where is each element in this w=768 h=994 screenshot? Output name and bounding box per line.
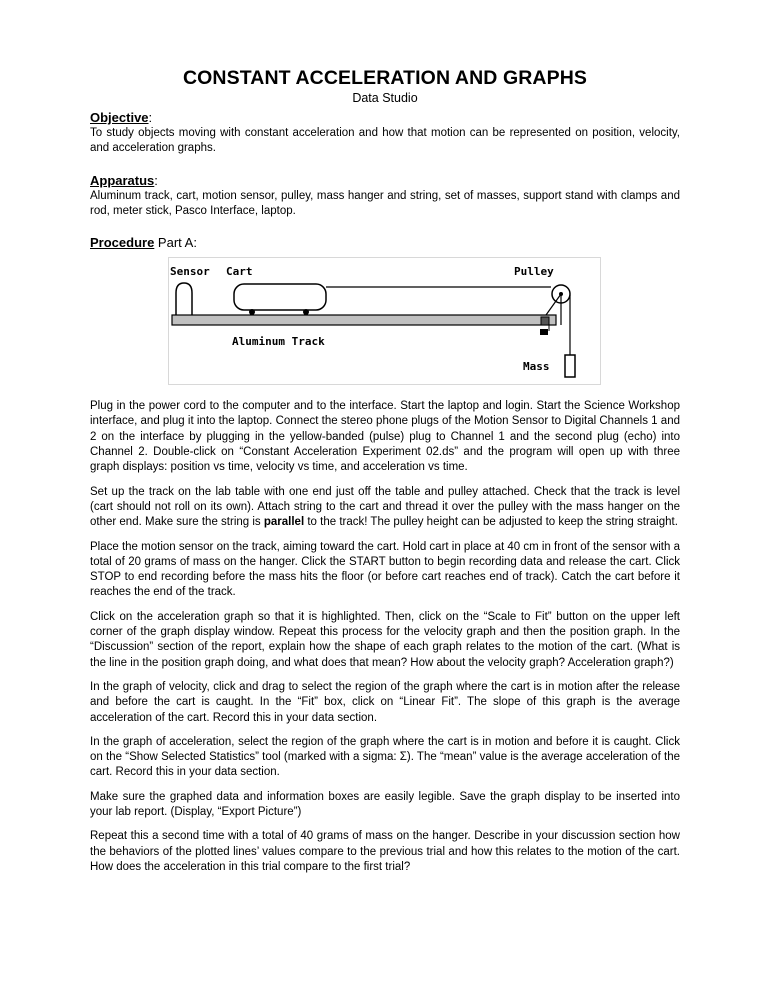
document-subtitle: Data Studio — [352, 91, 418, 105]
mass-label: Mass — [523, 360, 550, 374]
document-page — [90, 66, 680, 884]
apparatus-diagram — [90, 257, 680, 385]
procedure-heading: Procedure Part A: — [90, 235, 197, 251]
track-diagram-svg — [168, 257, 602, 385]
cart-label: Cart — [226, 265, 253, 279]
apparatus-text: Aluminum track, cart, motion sensor, pulley, mass hanger and string, set of masses, support stand with clamps and rod, meter stick, Pasco Interface, laptop. — [90, 189, 680, 217]
document-title: CONSTANT ACCELERATION AND GRAPHS — [182, 67, 588, 89]
procedure-paragraph-8: Repeat this a second time with a total of 40 grams of mass on the hanger. Describe in your discussion section how the behaviors of the plotted lines’ values compare to the previous trial and how this relates to the motion of the cart. How does the acceleration in this trial compare to the first trial? — [90, 830, 680, 873]
objective-text: To study objects moving with constant acceleration and how that motion can be represented on position, velocity, and acceleration graphs. — [90, 127, 680, 155]
procedure-paragraph-4: Click on the acceleration graph so that it is highlighted. Then, click on the “Scale to Fit” button on the upper left corner of the graph display window. Repeat this process for the velocity graph and then the position graph. In the “Discussion” section of the report, explain how the shape of each graph relates to the motion of the cart. (What is the line in the position graph doing, and what does that mean? How about the velocity graph? Acceleration graph?) — [90, 610, 680, 669]
procedure-paragraph-3: Place the motion sensor on the track, aiming toward the cart. Hold cart in place at 40 cm in front of the sensor with a total of 20 grams of mass on the hanger. Click the START button to begin recording data and release the cart. Click STOP to end recording before the mass hits the floor (or before cart reaches end of track). Catch the cart before it reaches the end of the track. — [90, 540, 680, 599]
sensor-label: Sensor — [170, 265, 210, 279]
track-label: Aluminum Track — [232, 335, 325, 349]
track-icon — [172, 315, 556, 325]
pulley-label: Pulley — [514, 265, 554, 279]
apparatus-heading: Apparatus: — [90, 172, 158, 188]
procedure-paragraph-6: In the graph of acceleration, select the region of the graph where the cart is in motion and before it is caught. Click on the “Show Selected Statistics” tool (marked with a sigma: Σ). The “mean” value is the average acceleration of the cart. Record this in your data section. — [90, 735, 680, 779]
procedure-paragraph-2: Set up the track on the lab table with one end just off the table and pulley attached. Check that the track is level (cart should not roll on its own). Attach string to the cart and thread it over the pulley with the mass hanger on the other end. Make sure the string is parallel to the track! The pulley height can be adjusted to keep the string straight. — [90, 485, 680, 529]
procedure-paragraph-5: In the graph of velocity, click and drag to select the region of the graph where the cart is in motion after the release and before the cart is caught. In the “Fit” box, click on “Linear Fit”. The slope of this graph is the average acceleration of the cart. Record this in your data section. — [90, 680, 680, 724]
procedure-paragraph-1: Plug in the power cord to the computer and to the interface. Start the laptop and login. Start the Science Workshop interface, and plug it into the laptop. Connect the stereo phone plugs of the Motion Sensor to Digital Channels 1 and 2 on the interface by plugging in the yellow-banded (pulse) plug to Channel 1 and the second plug (echo) into Channel 2. Double-click on “Constant Acceleration Experiment 02.ds” and the program will open up with three graph displays: position vs time, velocity vs time, and acceleration vs time. — [90, 400, 680, 474]
objective-heading: Objective: — [90, 110, 153, 125]
procedure-paragraph-7: Make sure the graphed data and information boxes are easily legible. Save the graph display to be inserted into your lab report. (Display, “Export Picture”) — [90, 790, 680, 819]
mass-icon — [565, 355, 575, 377]
cart-icon — [234, 284, 326, 310]
